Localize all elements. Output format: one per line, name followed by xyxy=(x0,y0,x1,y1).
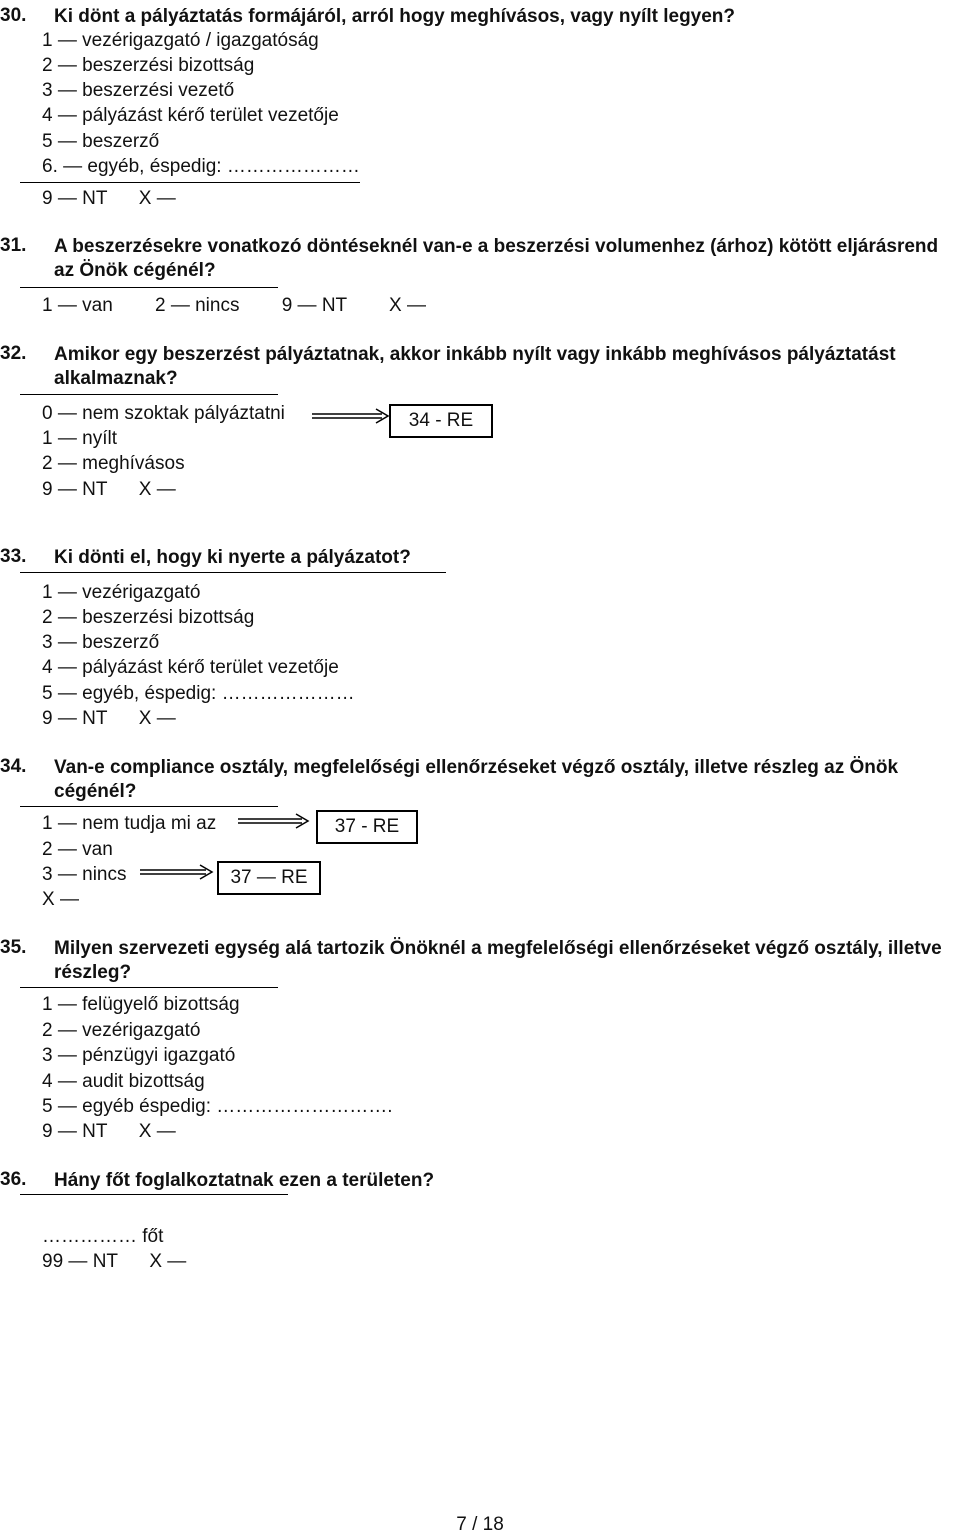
question-number: 33. xyxy=(0,546,27,567)
question-number: 31. xyxy=(0,235,27,256)
question-underline xyxy=(20,287,278,288)
question-number: 30. xyxy=(0,5,27,26)
option: 1 — felügyelő bizottság xyxy=(42,994,240,1015)
option: 2 — beszerzési bizottság xyxy=(42,607,255,628)
option: 3 — beszerzési vezető xyxy=(42,80,235,101)
answer-separator-line xyxy=(20,182,360,183)
question-text: Amikor egy beszerzést pályáztatnak, akkor inkább nyílt vagy inkább meghívásos pályáztatást alkalmaznak? xyxy=(54,344,896,389)
skip-arrow-icon xyxy=(238,813,318,833)
option: 9 — NT X — xyxy=(42,1121,176,1142)
option: 6. — egyéb, éspedig: ………………… xyxy=(42,156,360,177)
option: 1 — van 2 — nincs 9 — NT X — xyxy=(42,295,426,316)
option: 0 — nem szoktak pályáztatni xyxy=(42,403,285,424)
option: 4 — pályázást kérő terület vezetője xyxy=(42,105,339,126)
option: 2 — van xyxy=(42,839,113,860)
page-number: 7 / 18 xyxy=(456,1514,504,1535)
option: 2 — meghívásos xyxy=(42,453,185,474)
question-text: Ki dönti el, hogy ki nyerte a pályázatot? xyxy=(54,547,411,568)
option: 3 — pénzügyi igazgató xyxy=(42,1045,236,1066)
question-text: A beszerzésekre vonatkozó döntéseknél van-e a beszerzési volumenhez (árhoz) kötött eljárásrend az Önök cégénél? xyxy=(54,236,939,281)
option: 9 — NT X — xyxy=(42,479,176,500)
skip-arrow-icon xyxy=(140,864,220,884)
question-number: 36. xyxy=(0,1169,27,1190)
question-number: 34. xyxy=(0,756,27,777)
option: 5 — egyéb, éspedig: ………………… xyxy=(42,683,355,704)
skip-box: 34 - RE xyxy=(389,404,493,438)
option: 1 — nem tudja mi az xyxy=(42,813,217,834)
question-number: 32. xyxy=(0,343,27,364)
option: 9 — NT X — xyxy=(42,708,176,729)
skip-box: 37 - RE xyxy=(316,810,418,844)
option: 1 — vezérigazgató / igazgatóság xyxy=(42,30,319,51)
option: 9 — NT X — xyxy=(42,188,176,209)
option: 99 — NT X — xyxy=(42,1251,187,1272)
option: 2 — beszerzési bizottság xyxy=(42,55,255,76)
option: 4 — pályázást kérő terület vezetője xyxy=(42,657,339,678)
option: X — xyxy=(42,889,79,910)
question-underline xyxy=(20,987,278,988)
option: 5 — egyéb éspedig: ………………………. xyxy=(42,1096,393,1117)
question-text: Milyen szervezeti egység alá tartozik Önöknél a megfelelőségi ellenőrzéseket végző osztály, illetve részleg? xyxy=(54,938,942,983)
question-underline xyxy=(20,394,278,395)
question-text: Ki dönt a pályáztatás formájáról, arról hogy meghívásos, vagy nyílt legyen? xyxy=(54,6,736,27)
question-underline xyxy=(20,572,446,573)
option: …………… főt xyxy=(42,1226,164,1247)
question-underline xyxy=(20,1194,288,1195)
skip-arrow-icon xyxy=(312,408,392,428)
question-underline xyxy=(20,806,278,807)
option: 3 — nincs xyxy=(42,864,127,885)
option: 3 — beszerző xyxy=(42,632,160,653)
skip-box: 37 — RE xyxy=(217,861,321,895)
question-text: Van-e compliance osztály, megfelelőségi ellenőrzéseket végző osztály, illetve részleg az Önök cégénél? xyxy=(54,757,899,802)
option: 5 — beszerző xyxy=(42,131,160,152)
option: 4 — audit bizottság xyxy=(42,1071,205,1092)
option: 1 — nyílt xyxy=(42,428,117,449)
question-number: 35. xyxy=(0,937,27,958)
option: 1 — vezérigazgató xyxy=(42,582,201,603)
question-text: Hány főt foglalkoztatnak ezen a területen? xyxy=(54,1170,435,1191)
option: 2 — vezérigazgató xyxy=(42,1020,201,1041)
